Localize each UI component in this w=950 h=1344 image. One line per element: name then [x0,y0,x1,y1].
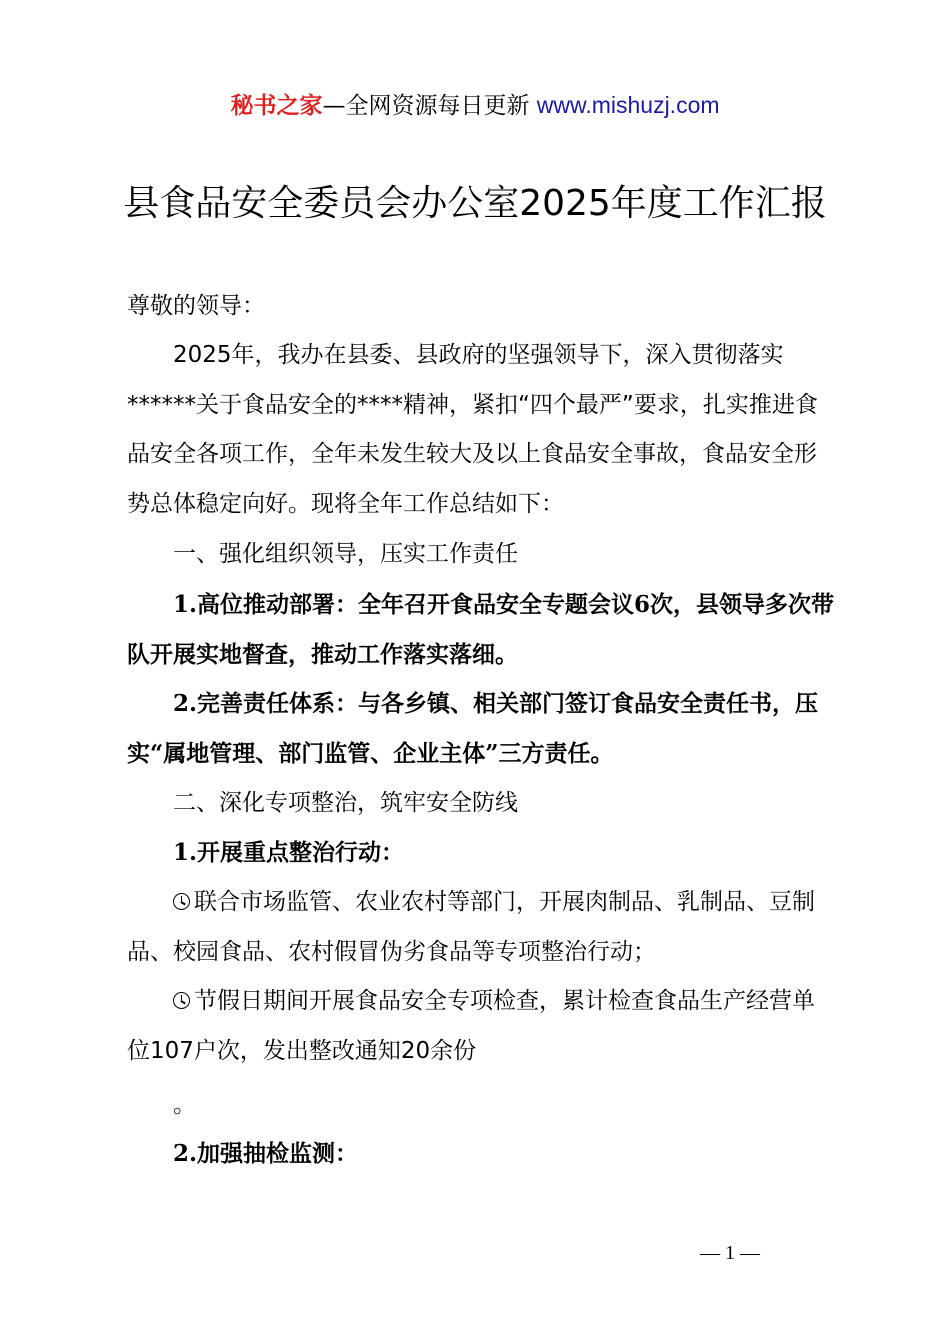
page-number: — 1 — [700,1242,760,1264]
clock-icon [173,893,190,910]
section-heading-2: 二、深化专项整治，筑牢安全防线 [173,790,518,816]
document-title: 县食品安全委员会办公室2025年度工作汇报 [123,183,827,224]
bullet-item-2-text: 节假日期间开展食品安全专项检查，累计检查食品生产经营单位107户次，发出整改通知20余份 [127,988,815,1064]
bullet-item-2 [127,977,837,1076]
brand-name: 秘书之家 [230,93,323,119]
bullet-item-1 [127,878,837,977]
section2-subheading-2: 2.加强抽检监测： [173,1140,359,1167]
section2-subheading-1: 1.开展重点整治行动： [173,839,405,866]
bullet-item-2-end: 。 [173,1092,196,1118]
site-banner [0,88,950,123]
section-heading-1: 一、强化组织领导，压实工作责任 [173,541,518,567]
section1-item-1: 1.高位推动部署：全年召开食品安全专题会议6次，县领导多次带队开展实地督查，推动工作落实落细。 [127,591,835,668]
intro-paragraph: 2025年，我办在县委、县政府的坚强领导下，深入贯彻落实******关于食品安全的****精神，紧扣“四个最严”要求，扎实推进食品安全各项工作，全年未发生较大及以上食品安全事故，食品安全形势总体稳定向好。现将全年工作总结如下： [127,342,818,517]
clock-icon [173,992,190,1009]
salutation: 尊敬的领导： [127,293,265,319]
site-url-link[interactable]: www.mishuzj.com [536,92,720,118]
section1-item-2: 2.完善责任体系：与各乡镇、相关部门签订食品安全责任书，压实“属地管理、部门监管、企业主体”三方责任。 [127,690,819,767]
banner-tagline: —全网资源每日更新 [322,93,530,119]
bullet-item-1-text: 联合市场监管、农业农村等部门，开展肉制品、乳制品、豆制品、校园食品、农村假冒伪劣食品等专项整治行动； [127,889,815,965]
